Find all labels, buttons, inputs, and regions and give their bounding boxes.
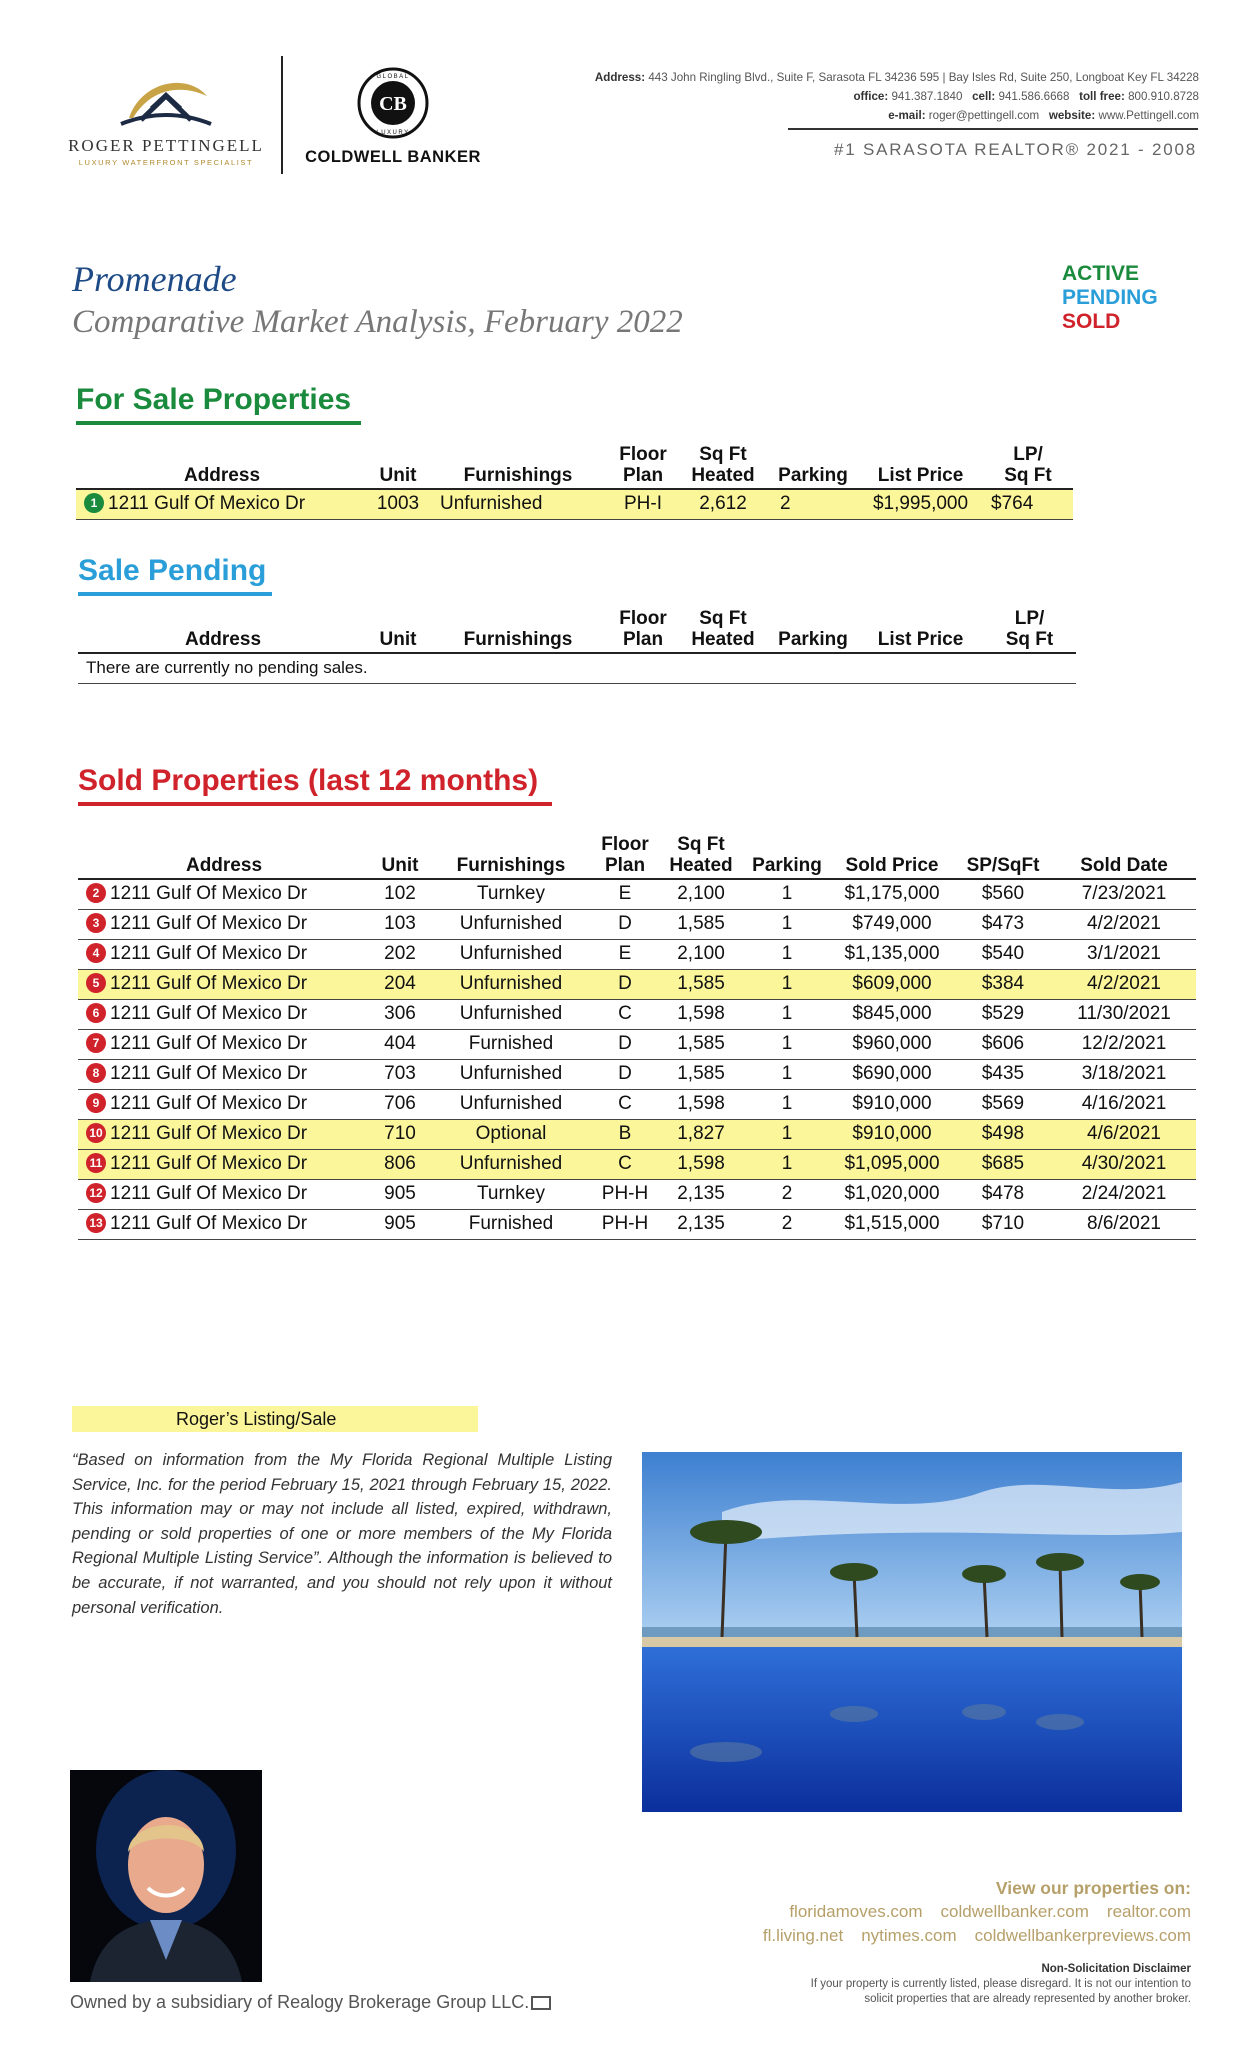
row-price: $609,000	[830, 969, 954, 999]
sold-heading: Sold Properties (last 12 months)	[78, 764, 552, 806]
row-parking: 1	[744, 879, 830, 909]
col-sqft: Sq Ft Heated	[678, 444, 768, 489]
row-sqft: 1,585	[658, 909, 744, 939]
row-parking: 1	[744, 1149, 830, 1179]
row-furnishings: Unfurnished	[430, 909, 592, 939]
row-floor: D	[592, 969, 658, 999]
row-floor: C	[592, 1089, 658, 1119]
row-price: $690,000	[830, 1059, 954, 1089]
row-address: 11 1211 Gulf Of Mexico Dr	[78, 1149, 370, 1179]
row-address: 13 1211 Gulf Of Mexico Dr	[78, 1209, 370, 1239]
row-floor: D	[592, 1029, 658, 1059]
realtor-line: #1 SARASOTA REALTOR® 2021 - 2008	[833, 140, 1197, 159]
table-row	[78, 999, 1196, 1029]
non-solicitation-disclaimer	[691, 1962, 1191, 2007]
listing-number-badge: 4	[86, 943, 106, 963]
listing-number-badge: 3	[86, 913, 106, 933]
table-row	[78, 1179, 1196, 1209]
no-pending-message: There are currently no pending sales.	[78, 653, 1076, 683]
svg-text:GLOBAL: GLOBAL	[376, 74, 410, 80]
nonsol-line-2: solicit properties that are already represented by another broker.	[864, 1993, 1191, 2005]
row-floor: PH-H	[592, 1179, 658, 1209]
listing-number-badge: 2	[86, 883, 106, 903]
row-ppsf: $473	[954, 909, 1052, 939]
logo-divider	[281, 56, 283, 174]
row-price: $1,020,000	[830, 1179, 954, 1209]
listing-number-badge: 11	[86, 1153, 106, 1173]
row-address: 10 1211 Gulf Of Mexico Dr	[78, 1119, 370, 1149]
listing-number-badge: 12	[86, 1183, 106, 1203]
row-furnishings: Unfurnished	[430, 1089, 592, 1119]
row-parking: 1	[744, 1059, 830, 1089]
link-floridamoves[interactable]: floridamoves.com	[789, 1902, 923, 1921]
sale-pending-heading: Sale Pending	[78, 554, 272, 596]
col-lp-sqft: LP/ Sq Ft	[983, 444, 1073, 489]
row-date: 7/23/2021	[1052, 879, 1196, 909]
col-list-price: List Price	[858, 444, 983, 489]
row-floor: PH-H	[592, 1209, 658, 1239]
row-date: 12/2/2021	[1052, 1029, 1196, 1059]
row-ppsf: $606	[954, 1029, 1052, 1059]
table-row	[78, 1119, 1196, 1149]
table-row	[78, 1059, 1196, 1089]
address-value: 443 John Ringling Blvd., Suite F, Sarasota FL 34236 595 | Bay Isles Rd, Suite 250, Longboat Key FL 34228	[648, 71, 1199, 84]
row-sqft: 2,135	[658, 1179, 744, 1209]
row-address: 6 1211 Gulf Of Mexico Dr	[78, 999, 370, 1029]
row-ppsf: $435	[954, 1059, 1052, 1089]
row-address: 1 1211 Gulf Of Mexico Dr	[76, 489, 368, 519]
row-date: 2/24/2021	[1052, 1179, 1196, 1209]
office-label: office:	[853, 90, 889, 103]
row-sqft: 1,585	[658, 1059, 744, 1089]
row-address: 8 1211 Gulf Of Mexico Dr	[78, 1059, 370, 1089]
legend-pending: PENDING	[1062, 286, 1158, 309]
row-ppsf: $710	[954, 1209, 1052, 1239]
table-row	[76, 489, 1073, 519]
col-sold-price: Sold Price	[830, 834, 954, 879]
col-address: Address	[78, 608, 368, 653]
col-address: Address	[78, 834, 370, 879]
coldwell-banker-logo	[298, 66, 488, 167]
view-properties-heading: View our properties on:	[995, 1878, 1191, 1898]
col-parking: Parking	[768, 444, 858, 489]
owned-by-text: Owned by a subsidiary of Realogy Brokerage Group LLC.	[70, 1992, 530, 2012]
row-date: 3/18/2021	[1052, 1059, 1196, 1089]
legend-sold: SOLD	[1062, 310, 1121, 333]
col-unit: Unit	[368, 608, 428, 653]
col-furnishings: Furnishings	[430, 834, 592, 879]
svg-text:LUXURY: LUXURY	[376, 130, 410, 136]
listing-number-badge: 13	[86, 1213, 106, 1233]
pool-image	[642, 1452, 1182, 1812]
page-subtitle: Comparative Market Analysis, February 2022	[72, 304, 683, 340]
row-unit: 905	[370, 1179, 430, 1209]
website-link[interactable]: www.Pettingell.com	[1098, 109, 1199, 122]
row-parking: 2	[768, 489, 858, 519]
owned-by-notice	[70, 1992, 551, 2013]
pool-photo	[642, 1452, 1182, 1812]
table-row	[78, 909, 1196, 939]
equal-housing-icon	[531, 1996, 551, 2010]
col-sold-date: Sold Date	[1052, 834, 1196, 879]
row-address: 3 1211 Gulf Of Mexico Dr	[78, 909, 370, 939]
link-realtor[interactable]: realtor.com	[1106, 1902, 1191, 1921]
row-sqft: 2,612	[678, 489, 768, 519]
row-parking: 1	[744, 909, 830, 939]
page-title: Promenade	[72, 259, 237, 299]
row-price: $1,095,000	[830, 1149, 954, 1179]
row-sqft: 1,598	[658, 999, 744, 1029]
row-address: 2 1211 Gulf Of Mexico Dr	[78, 879, 370, 909]
row-parking: 2	[744, 1179, 830, 1209]
row-unit: 306	[370, 999, 430, 1029]
brand-tagline: LUXURY WATERFRONT SPECIALIST	[78, 158, 254, 167]
col-floor-plan: Floor Plan	[608, 608, 678, 653]
legend-active: ACTIVE	[1062, 262, 1140, 285]
contact-info	[479, 68, 1199, 125]
row-ppsf: $560	[954, 879, 1052, 909]
row-date: 4/2/2021	[1052, 969, 1196, 999]
row-parking: 1	[744, 1119, 830, 1149]
for-sale-heading: For Sale Properties	[76, 383, 361, 425]
table-header	[78, 834, 1196, 879]
row-floor: PH-I	[608, 489, 678, 519]
address-line	[479, 68, 1199, 87]
row-floor: E	[592, 939, 658, 969]
row-parking: 1	[744, 939, 830, 969]
row-sqft: 2,100	[658, 879, 744, 909]
listing-number-badge: 9	[86, 1093, 106, 1113]
property-links	[745, 1900, 1191, 1948]
col-floor-plan: Floor Plan	[592, 834, 658, 879]
row-furnishings: Unfurnished	[428, 489, 608, 519]
email-link[interactable]: roger@pettingell.com	[928, 109, 1040, 122]
row-parking: 1	[744, 1089, 830, 1119]
email-line	[479, 106, 1199, 125]
col-furnishings: Furnishings	[428, 608, 608, 653]
tollfree-label: toll free:	[1079, 90, 1125, 103]
listing-number-badge: 8	[86, 1063, 106, 1083]
row-furnishings: Optional	[430, 1119, 592, 1149]
table-row	[78, 1029, 1196, 1059]
row-price: $910,000	[830, 1089, 954, 1119]
row-unit: 202	[370, 939, 430, 969]
row-date: 4/30/2021	[1052, 1149, 1196, 1179]
sale-pending-table	[78, 608, 1076, 684]
row-floor: D	[592, 1059, 658, 1089]
col-unit: Unit	[370, 834, 430, 879]
col-parking: Parking	[768, 608, 858, 653]
table-row	[78, 939, 1196, 969]
email-label: e-mail:	[888, 109, 926, 122]
col-sqft: Sq Ft Heated	[678, 608, 768, 653]
agent-photo	[70, 1770, 262, 1982]
row-address: 4 1211 Gulf Of Mexico Dr	[78, 939, 370, 969]
row-floor: C	[592, 1149, 658, 1179]
row-address: 12 1211 Gulf Of Mexico Dr	[78, 1179, 370, 1209]
listing-number-badge: 5	[86, 973, 106, 993]
listing-number-badge: 1	[84, 493, 104, 513]
cb-name: COLDWELL BANKER	[305, 148, 481, 166]
row-ppsf: $529	[954, 999, 1052, 1029]
row-date: 4/2/2021	[1052, 909, 1196, 939]
link-fl-living[interactable]: fl.living.net	[762, 1926, 844, 1945]
svg-text:CB: CB	[379, 93, 407, 115]
col-address: Address	[76, 444, 368, 489]
row-floor: D	[592, 909, 658, 939]
col-unit: Unit	[368, 444, 428, 489]
row-furnishings: Unfurnished	[430, 1059, 592, 1089]
address-label: Address:	[594, 71, 646, 84]
link-cb-previews[interactable]: coldwellbankerpreviews.com	[974, 1926, 1191, 1945]
brand-name: ROGER PETTINGELL	[68, 136, 264, 155]
row-sqft: 1,585	[658, 969, 744, 999]
col-floor-plan: Floor Plan	[608, 444, 678, 489]
phone-line	[479, 87, 1199, 106]
coldwell-banker-seal-icon	[356, 66, 430, 140]
cell-label: cell:	[972, 90, 996, 103]
row-floor: B	[592, 1119, 658, 1149]
col-list-price: List Price	[858, 608, 983, 653]
row-ppsf: $540	[954, 939, 1052, 969]
roger-pettingell-logo	[66, 62, 266, 172]
row-price: $845,000	[830, 999, 954, 1029]
row-parking: 1	[744, 999, 830, 1029]
listing-number-badge: 6	[86, 1003, 106, 1023]
status-legend	[1062, 262, 1158, 334]
row-floor: E	[592, 879, 658, 909]
row-furnishings: Unfurnished	[430, 1149, 592, 1179]
nonsol-line-1: If your property is currently listed, please disregard. It is not our intention to	[810, 1978, 1191, 1990]
row-floor: C	[592, 999, 658, 1029]
row-unit: 404	[370, 1029, 430, 1059]
row-price: $749,000	[830, 909, 954, 939]
row-sqft: 1,827	[658, 1119, 744, 1149]
website-label: website:	[1048, 109, 1096, 122]
table-row	[78, 969, 1196, 999]
row-unit: 204	[370, 969, 430, 999]
house-wave-icon	[111, 62, 221, 130]
row-address: 9 1211 Gulf Of Mexico Dr	[78, 1089, 370, 1119]
row-sqft: 1,585	[658, 1029, 744, 1059]
table-row	[78, 1209, 1196, 1239]
row-unit: 103	[370, 909, 430, 939]
row-date: 4/16/2021	[1052, 1089, 1196, 1119]
listing-number-badge: 7	[86, 1033, 106, 1053]
link-coldwellbanker[interactable]: coldwellbanker.com	[940, 1902, 1089, 1921]
row-furnishings: Furnished	[430, 1029, 592, 1059]
row-sqft: 1,598	[658, 1149, 744, 1179]
table-header	[76, 444, 1073, 489]
rogers-listing-label: Roger’s Listing/Sale	[72, 1406, 478, 1432]
row-furnishings: Furnished	[430, 1209, 592, 1239]
table-row	[78, 1149, 1196, 1179]
row-furnishings: Unfurnished	[430, 969, 592, 999]
row-furnishings: Turnkey	[430, 1179, 592, 1209]
row-unit: 706	[370, 1089, 430, 1119]
row-unit: 806	[370, 1149, 430, 1179]
col-parking: Parking	[744, 834, 830, 879]
row-unit: 703	[370, 1059, 430, 1089]
agent-headshot	[70, 1770, 262, 1982]
nonsol-title: Non-Solicitation Disclaimer	[1041, 1963, 1191, 1975]
contact-rule	[788, 128, 1198, 130]
row-unit: 1003	[368, 489, 428, 519]
row-price: $1,995,000	[858, 489, 983, 519]
office-value: 941.387.1840	[891, 90, 963, 103]
row-ppsf: $384	[954, 969, 1052, 999]
mls-disclaimer: “Based on information from the My Florida Regional Multiple Listing Service, Inc. for the period February 15, 2021 through February 15, 2022. This information may or may not include all listed, expired, withdrawn, pending or sold properties of one or more members of the My Florida Regional Multiple Listing Service”. Although the information is believed to be accurate, if not warranted, and you should not rely upon it without personal verification.	[72, 1451, 612, 1617]
row-parking: 1	[744, 1029, 830, 1059]
table-row	[78, 1089, 1196, 1119]
col-furnishings: Furnishings	[428, 444, 608, 489]
row-price: $1,515,000	[830, 1209, 954, 1239]
col-sqft: Sq Ft Heated	[658, 834, 744, 879]
sold-table	[78, 834, 1196, 1240]
row-price: $1,175,000	[830, 879, 954, 909]
row-price: $1,135,000	[830, 939, 954, 969]
row-furnishings: Turnkey	[430, 879, 592, 909]
table-row	[78, 879, 1196, 909]
row-ppsf: $498	[954, 1119, 1052, 1149]
row-date: 3/1/2021	[1052, 939, 1196, 969]
col-sp-sqft: SP/SqFt	[954, 834, 1052, 879]
link-nytimes[interactable]: nytimes.com	[861, 1926, 957, 1945]
table-row	[78, 653, 1076, 683]
row-address: 7 1211 Gulf Of Mexico Dr	[78, 1029, 370, 1059]
row-unit: 905	[370, 1209, 430, 1239]
row-ppsf: $764	[983, 489, 1073, 519]
row-address: 5 1211 Gulf Of Mexico Dr	[78, 969, 370, 999]
row-date: 8/6/2021	[1052, 1209, 1196, 1239]
row-furnishings: Unfurnished	[430, 939, 592, 969]
tollfree-value: 800.910.8728	[1128, 90, 1199, 103]
row-sqft: 2,100	[658, 939, 744, 969]
listing-number-badge: 10	[86, 1123, 106, 1143]
table-header	[78, 608, 1076, 653]
row-sqft: 1,598	[658, 1089, 744, 1119]
row-ppsf: $478	[954, 1179, 1052, 1209]
for-sale-table	[76, 444, 1073, 520]
row-date: 11/30/2021	[1052, 999, 1196, 1029]
cell-value: 941.586.6668	[998, 90, 1070, 103]
row-price: $960,000	[830, 1029, 954, 1059]
col-lp-sqft: LP/ Sq Ft	[983, 608, 1076, 653]
row-date: 4/6/2021	[1052, 1119, 1196, 1149]
row-sqft: 2,135	[658, 1209, 744, 1239]
row-ppsf: $569	[954, 1089, 1052, 1119]
row-ppsf: $685	[954, 1149, 1052, 1179]
row-parking: 2	[744, 1209, 830, 1239]
row-unit: 102	[370, 879, 430, 909]
row-unit: 710	[370, 1119, 430, 1149]
row-parking: 1	[744, 969, 830, 999]
row-price: $910,000	[830, 1119, 954, 1149]
row-furnishings: Unfurnished	[430, 999, 592, 1029]
